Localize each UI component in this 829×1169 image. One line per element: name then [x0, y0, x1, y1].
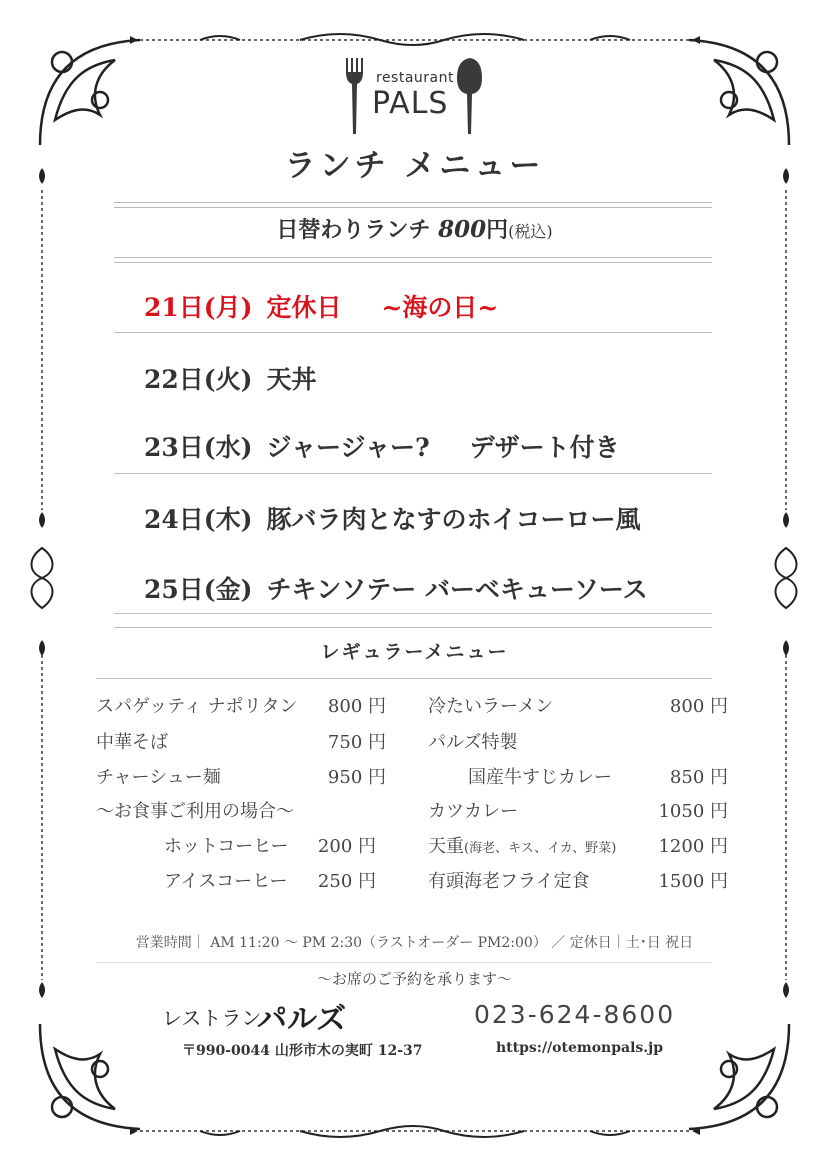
daily-lunch-heading	[0, 213, 829, 244]
reservation-note: ～お席のご予約を承ります～	[316, 970, 512, 988]
page-title: ランチ メニュー	[284, 148, 545, 184]
day-date: 22日(火)	[144, 365, 253, 394]
menu-item-name: カツカレー	[428, 801, 518, 822]
day-item: 天丼	[266, 365, 317, 394]
menu-item-name	[428, 832, 616, 858]
day-row	[144, 288, 498, 324]
store-prefix: レストラン	[162, 1006, 262, 1030]
day-item: 豚バラ肉となすのホイコーロー風	[266, 505, 641, 534]
divider	[114, 207, 712, 208]
divider	[114, 473, 712, 474]
menu-item-price: 200 円	[317, 836, 376, 857]
day-item: 定休日	[266, 293, 342, 322]
menu-item-price: 950 円	[327, 767, 386, 788]
address: 〒990-0044 山形市木の実町 12-37	[182, 1043, 423, 1059]
business-hours: 営業時間｜ AM 11:20 ～ PM 2:30（ラストオーダー PM2:00） ／ 定休日｜土･日 祝日	[135, 935, 694, 951]
day-date: 23日(水)	[144, 433, 253, 462]
divider	[114, 202, 712, 203]
day-extra: ~海の日~	[381, 293, 499, 322]
regular-menu-title: レギュラーメニュー	[320, 641, 509, 663]
website-link[interactable]: https://otemonpals.jp	[496, 1040, 664, 1056]
menu-item-name: パルズ特製	[428, 732, 518, 753]
menu-item-name: チャーシュー麺	[96, 767, 221, 788]
divider	[114, 257, 712, 258]
menu-item-name: 有頭海老フライ定食	[428, 871, 590, 892]
menu-item-note: (海老、キス、イカ、野菜)	[464, 841, 617, 856]
menu-item-name: 国産牛すじカレー	[468, 767, 612, 788]
day-row	[144, 570, 648, 606]
menu-item-price: 750 円	[327, 732, 386, 753]
daily-lunch-label: 日替わりランチ	[276, 217, 431, 243]
menu-item-name: ホットコーヒー	[164, 836, 289, 857]
menu-item-price: 800 円	[669, 696, 728, 717]
menu-item-price: 1050 円	[658, 801, 728, 822]
day-date: 21日(月)	[144, 293, 253, 322]
logo-name: PALS	[372, 86, 449, 121]
menu-note: ～お食事ご利用の場合～	[96, 801, 294, 822]
menu-item-name: 中華そば	[96, 732, 168, 753]
menu-item-name: アイスコーヒー	[164, 871, 288, 892]
menu-item-name: 冷たいラーメン	[428, 696, 554, 717]
day-item: チキンソテー バーベキューソース	[266, 575, 648, 604]
menu-item-title: 天重	[428, 836, 464, 857]
store-name: パルズ	[257, 1002, 347, 1037]
daily-lunch-yen: 円	[486, 217, 509, 243]
day-date: 24日(木)	[144, 505, 253, 534]
menu-item-price: 850 円	[669, 767, 728, 788]
divider	[96, 678, 712, 679]
daily-lunch-tax: (税込)	[508, 222, 553, 241]
day-row	[144, 360, 316, 396]
menu-item-price: 800 円	[327, 696, 386, 717]
menu-item-price: 1500 円	[658, 871, 728, 892]
menu-item-name: スパゲッティ ナポリタン	[96, 696, 298, 717]
divider	[114, 613, 712, 614]
fork-icon	[340, 56, 370, 136]
divider	[114, 262, 712, 263]
spoon-icon	[452, 56, 488, 136]
day-row	[144, 428, 620, 464]
day-item: ジャージャー?	[266, 433, 430, 462]
day-row	[144, 500, 640, 536]
divider	[114, 627, 712, 628]
daily-lunch-price: 800	[438, 216, 487, 243]
day-extra: デザート付き	[469, 433, 620, 462]
logo-tagline: restaurant	[376, 70, 454, 86]
menu-item-price: 1200 円	[658, 836, 728, 857]
phone-number[interactable]: 023-624-8600	[474, 1000, 676, 1029]
day-date: 25日(金)	[144, 575, 253, 604]
divider	[114, 332, 712, 333]
divider	[96, 962, 712, 963]
menu-item-price: 250 円	[317, 871, 376, 892]
